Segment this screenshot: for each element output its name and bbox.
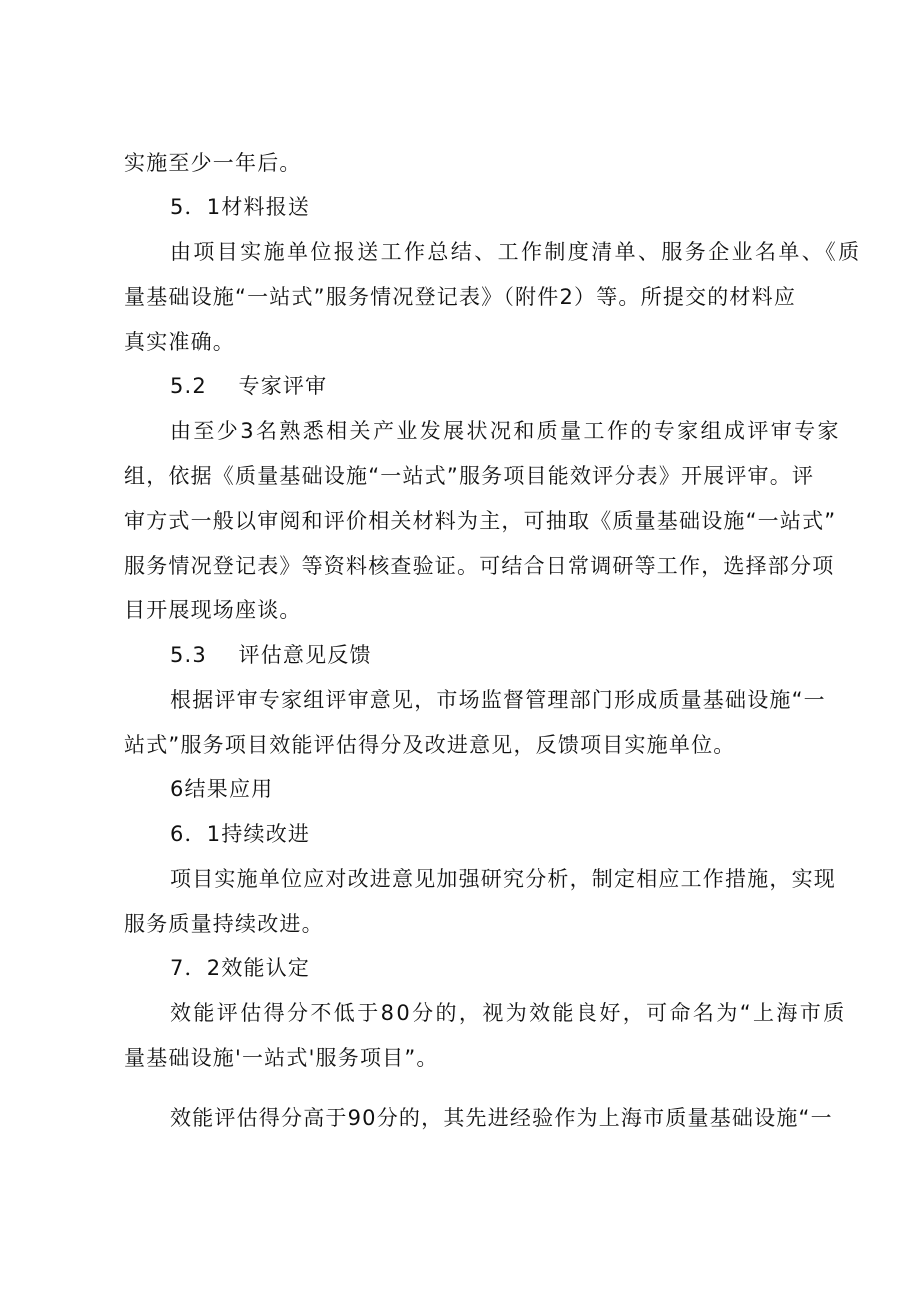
paragraph-line: 根据评审专家组评审意见，市场监督管理部门形成质量基础设施“一 [170,688,826,712]
section-heading-5-1: 5．1材料报送 [170,195,311,219]
paragraph-line: 由项目实施单位报送工作总结、工作制度清单、服务企业名单、《质 [170,240,862,264]
section-heading-6-1: 6．1持续改进 [170,822,311,846]
paragraph-line: 真实准确。 [124,330,235,354]
paragraph-line: 项目实施单位应对改进意见加强研究分析，制定相应工作措施，实现 [170,867,836,891]
paragraph-line: 效能评估得分高于90分的，其先进经验作为上海市质量基础设施“一 [170,1106,833,1130]
section-heading-6: 6结果应用 [170,777,274,801]
paragraph-line: 实施至少一年后。 [124,151,302,175]
paragraph-line: 服务质量持续改进。 [124,912,324,936]
paragraph-line: 目开展现场座谈。 [124,598,302,622]
paragraph-line: 量基础设施“一站式”服务情况登记表》（附件2）等。所提交的材料应 [124,285,797,309]
section-heading-5-2: 5.2 专家评审 [170,374,328,398]
paragraph-line: 量基础设施'一站式'服务项目”。 [124,1046,439,1070]
section-heading-7-2: 7．2效能认定 [170,956,311,980]
paragraph-line: 站式”服务项目效能评估得分及改进意见，反馈项目实施单位。 [124,733,736,757]
paragraph-line: 服务情况登记表》等资料核查验证。可结合日常调研等工作，选择部分项 [124,554,835,578]
paragraph-line: 审方式一般以审阅和评价相关材料为主，可抽取《质量基础设施“一站式” [124,509,837,533]
section-heading-5-3: 5.3 评估意见反馈 [170,643,372,667]
paragraph-line: 效能评估得分不低于80分的，视为效能良好，可命名为“上海市质 [170,1001,847,1025]
paragraph-line: 组，依据《质量基础设施“一站式”服务项目能效评分表》开展评审。评 [124,464,815,488]
paragraph-line: 由至少3名熟悉相关产业发展状况和质量工作的专家组成评审专家 [170,419,841,443]
